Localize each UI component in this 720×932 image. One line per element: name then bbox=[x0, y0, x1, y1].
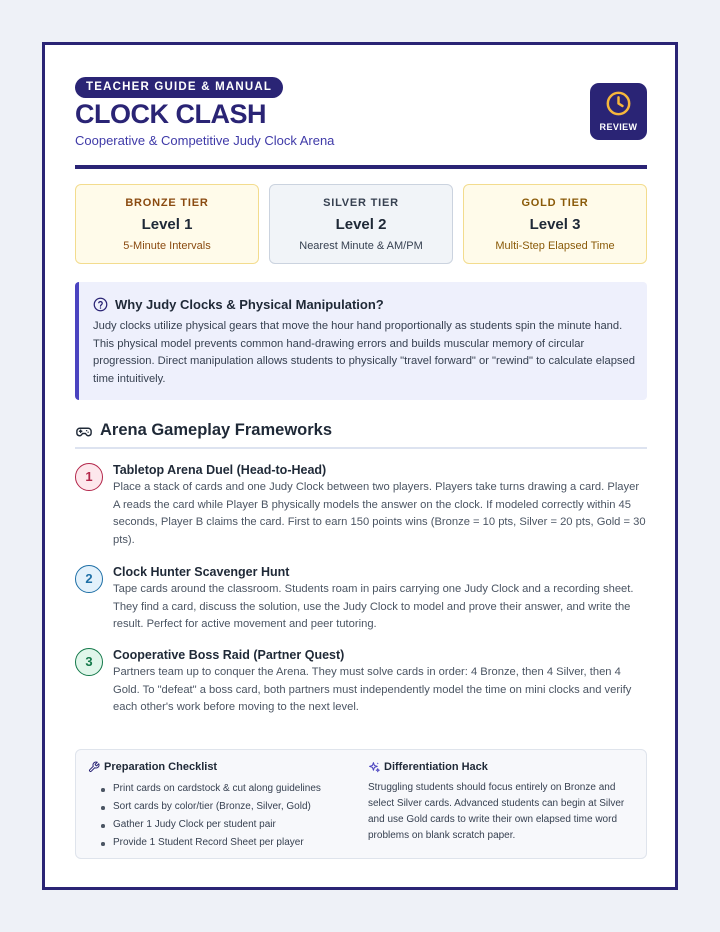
tier-level: Level 3 bbox=[529, 216, 581, 233]
checklist-item: Print cards on cardstock & cut along guidelines bbox=[100, 780, 360, 798]
footer-panel bbox=[75, 749, 647, 859]
tier-name: BRONZE TIER bbox=[125, 197, 209, 209]
guide-page bbox=[42, 42, 678, 890]
section-header bbox=[75, 419, 647, 449]
review-button[interactable] bbox=[590, 83, 647, 140]
clock-icon bbox=[605, 90, 632, 117]
framework-body: Place a stack of cards and one Judy Clock between two players. Players take turns drawing a card. Player A reads the card while Player B physically models the answer on the clock. If modeled correctly within 45 seconds, Player B claims the card. First to earn 150 points wins (Bronze = 10 pts, Silver = 20 pts, Gold = 30 pts). bbox=[113, 481, 646, 546]
why-body: Judy clocks utilize physical gears that move the hour hand proportionally as students spin the minute hand. This physical model prevents common hand-drawing errors and builds muscular memory of circular progression. Direct manipulation allows students to physically "travel forward" or "rewind" to calculate elapsed time intuitively. bbox=[93, 320, 635, 385]
tier-description: Nearest Minute & AM/PM bbox=[299, 240, 423, 252]
framework-number: 3 bbox=[75, 648, 103, 676]
guide-badge: TEACHER GUIDE & MANUAL bbox=[75, 77, 283, 98]
framework-body: Partners team up to conquer the Arena. They must solve cards in order: 4 Bronze, then 4 Silver, then 4 Gold. To "defeat" a boss card, both partners must independently model the time on mini clocks and verify each other's work before moving to the next level. bbox=[113, 666, 632, 713]
hack-title: Differentiation Hack bbox=[384, 761, 488, 773]
framework-body: Tape cards around the classroom. Students roam in pairs carrying one Judy Clock and a recording sheet. They find a card, discuss the solution, use the Judy Clock to model and prove their answer, and write the result. Perfect for active movement and peer tutoring. bbox=[113, 583, 634, 630]
tier-name: GOLD TIER bbox=[521, 197, 589, 209]
tier-level: Level 1 bbox=[141, 216, 193, 233]
checklist-item: Sort cards by color/tier (Bronze, Silver, Gold) bbox=[100, 798, 360, 816]
why-title: Why Judy Clocks & Physical Manipulation? bbox=[115, 297, 384, 312]
checklist-title: Preparation Checklist bbox=[104, 761, 218, 773]
framework-number: 1 bbox=[75, 463, 103, 491]
tier-description: Multi-Step Elapsed Time bbox=[495, 240, 615, 252]
review-label: REVIEW bbox=[599, 122, 638, 132]
checklist-item: Provide 1 Student Record Sheet per player bbox=[100, 834, 360, 852]
sparkles-icon bbox=[368, 761, 381, 774]
tier-card-bronze bbox=[75, 184, 259, 264]
tier-card-gold bbox=[463, 184, 647, 264]
tier-name: SILVER TIER bbox=[323, 197, 399, 209]
tier-level: Level 2 bbox=[335, 216, 387, 233]
framework-title: Tabletop Arena Duel (Head-to-Head) bbox=[113, 463, 327, 477]
page-title: CLOCK CLASH bbox=[75, 99, 266, 129]
tier-card-silver bbox=[269, 184, 453, 264]
framework-title: Cooperative Boss Raid (Partner Quest) bbox=[113, 648, 345, 662]
why-callout bbox=[75, 282, 647, 400]
header bbox=[75, 77, 647, 169]
hack-body: Struggling students should focus entirely on Bronze and select Silver cards. Advanced students can begin at Silver and use Gold cards to write their own elapsed time word problems on blank scratch paper. bbox=[368, 782, 625, 841]
wrench-icon bbox=[88, 761, 100, 773]
tier-cards bbox=[75, 184, 647, 264]
page-subtitle: Cooperative & Competitive Judy Clock Arena bbox=[75, 133, 335, 148]
framework-title: Clock Hunter Scavenger Hunt bbox=[113, 565, 290, 579]
section-title: Arena Gameplay Frameworks bbox=[100, 421, 333, 439]
checklist-list bbox=[100, 780, 360, 852]
checklist-item: Gather 1 Judy Clock per student pair bbox=[100, 816, 360, 834]
tier-description: 5-Minute Intervals bbox=[123, 240, 211, 252]
gamepad-icon bbox=[75, 423, 93, 441]
question-circle-icon bbox=[93, 297, 108, 312]
framework-number: 2 bbox=[75, 565, 103, 593]
